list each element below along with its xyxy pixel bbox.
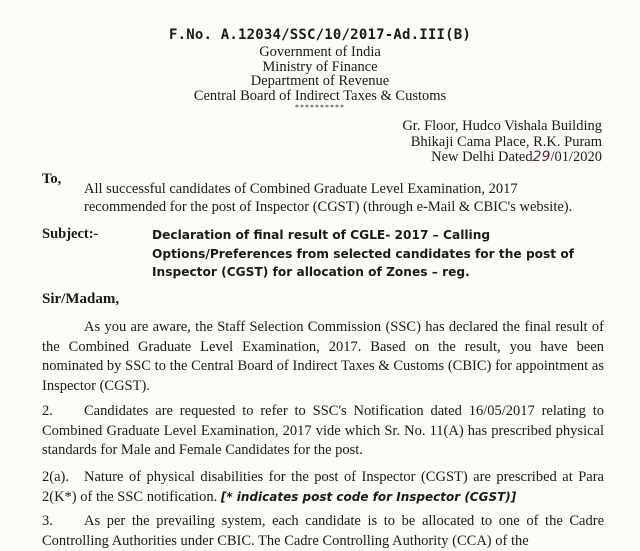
recipient-line-2: recommended for the post of Inspector (CGST) (through e-Mail & CBIC's website). (84, 199, 573, 215)
paragraph-2a-note: [* indicates post code for Inspector (CGST)] (220, 489, 517, 504)
to-label: To, (42, 171, 62, 187)
paragraph-1: As you are aware, the Staff Selection Commission (SSC) has declared the final result of the Combined Graduate Level Examination, 2017. Based on the result, you have been nominated by SSC to the Central Board of Indirect Taxes & Customs (CBIC) for appointment as Inspector (CGST). (42, 319, 604, 394)
header-government: Government of India (259, 44, 381, 60)
header-divider-stars: ********** (295, 103, 345, 112)
address-line-1: Gr. Floor, Hudco Vishala Building (402, 118, 602, 134)
dated-suffix: /01/2020 (550, 149, 602, 165)
subject-text: Declaration of final result of CGLE- 2017 – Calling Options/Preferences from selected candidates for the post of Inspector (CGST) for allocation of Zones – reg. (152, 228, 575, 279)
subject-label: Subject:- (42, 226, 99, 242)
salutation: Sir/Madam, (42, 291, 120, 307)
paragraph-2-text: Candidates are requested to refer to SSC's Notification dated 16/05/2017 relating to Combined Graduate Level Examination, 2017 vide which Sr. No. 11(A) has prescribed physical standards for Male and Female Candidates for the post. (42, 403, 604, 458)
header-ministry: Ministry of Finance (262, 59, 378, 75)
address-line-2: Bhikaji Cama Place, R.K. Puram (410, 134, 602, 150)
paragraph-2a-number: 2(a). (42, 469, 69, 485)
dated-day-handwritten: 29 (532, 149, 551, 165)
header-department: Department of Revenue (250, 73, 390, 89)
paragraph-2 (42, 402, 604, 461)
header-board: Central Board of Indirect Taxes & Customs (193, 88, 447, 104)
paragraph-2a (42, 468, 604, 507)
paragraph-2-number: 2. (42, 403, 53, 419)
paragraph-2a-text: Nature of physical disabilities for the post of Inspector (CGST) are prescribed at Para 2(K*) of the SSC notification. (42, 469, 604, 505)
recipient-line-1: All successful candidates of Combined Graduate Level Examination, 2017 (84, 181, 518, 197)
address-dated (431, 149, 602, 166)
paragraph-3 (42, 512, 604, 551)
paragraph-3-text: As per the prevailing system, each candidate is to be allocated to one of the Cadre Controlling Authorities under CBIC. The Cadre Controlling Authority (CCA) of the (42, 513, 604, 549)
file-number: F.No. A.12034/SSC/10/2017-Ad.III(B) (168, 27, 471, 43)
paragraph-3-number: 3. (42, 513, 53, 529)
dated-prefix: New Delhi Dated (431, 149, 533, 165)
